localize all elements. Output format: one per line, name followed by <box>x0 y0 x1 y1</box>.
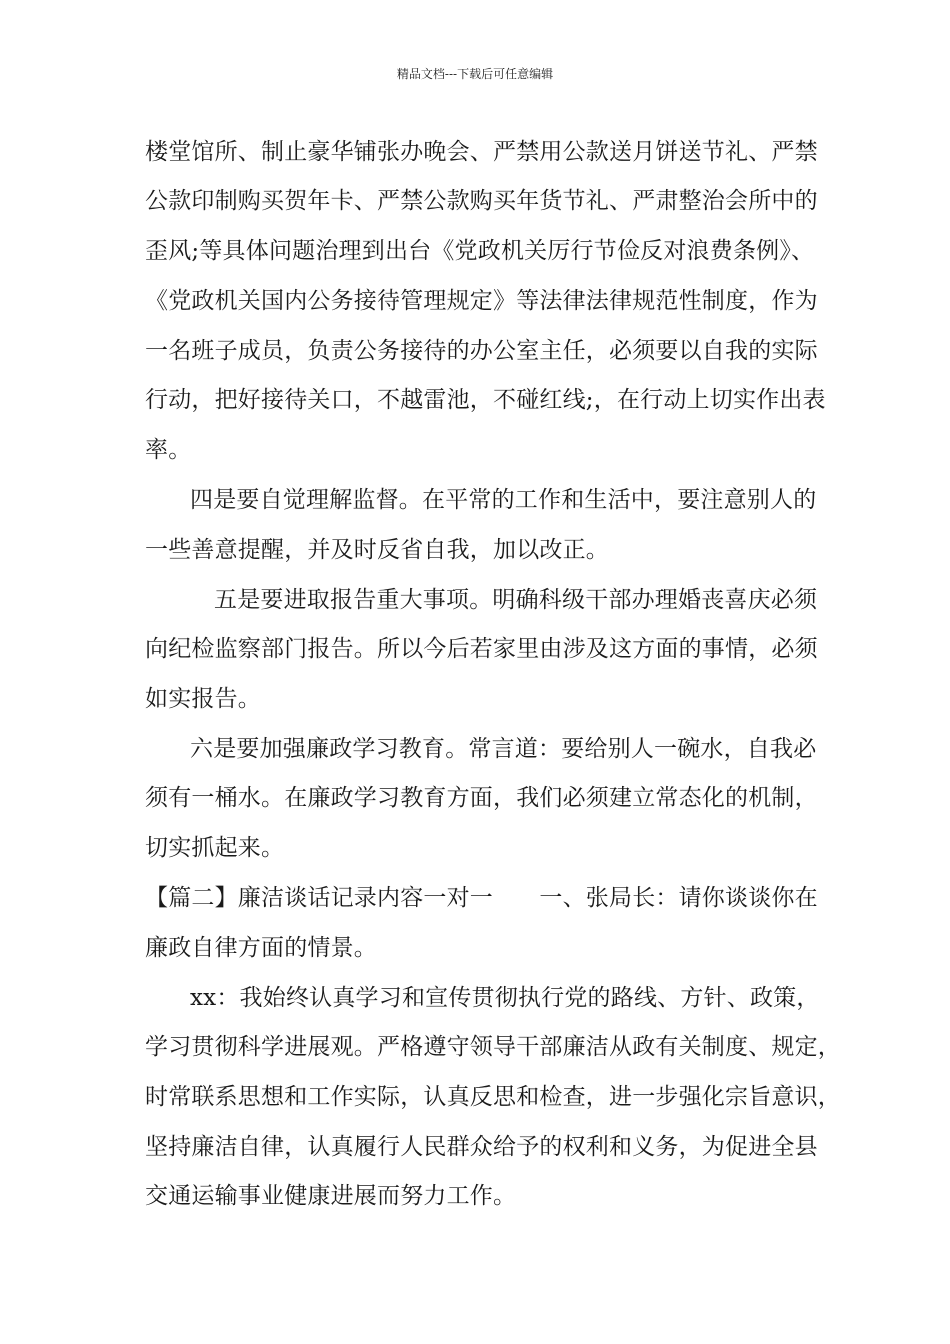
page-header: 精品文档---下载后可任意编辑 <box>396 67 554 81</box>
body-line: 歪风;等具体问题治理到出台《党政机关厉行节俭反对浪费条例》、 <box>145 238 815 264</box>
body-line: 如实报告。 <box>145 686 261 712</box>
body-line: 向纪检监察部门报告。所以今后若家里由涉及这方面的事情，必须 <box>145 636 818 662</box>
body-line: 公款印制购买贺年卡、严禁公款购买年货节礼、严肃整治会所中的 <box>145 188 818 214</box>
body-line: 交通运输事业健康进展而努力工作。 <box>145 1183 517 1209</box>
paragraph-first-line: 六是要加强廉政学习教育。常言道：要给别人一碗水，自我必 <box>190 736 817 762</box>
paragraph-first-line: 四是要自觉理解监督。在平常的工作和生活中，要注意别人的 <box>190 487 817 513</box>
body-line: 一名班子成员，负责公务接待的办公室主任，必须要以自我的实际 <box>145 338 818 364</box>
body-line: 行动，把好接待关口，不越雷池，不碰红线;，在行动上切实作出表 <box>145 387 826 413</box>
body-line: 时常联系思想和工作实际，认真反思和检查，进一步强化宗旨意识， <box>145 1084 841 1110</box>
paragraph-first-line: 五是要进取报告重大事项。明确科级干部办理婚丧喜庆必须 <box>214 587 818 613</box>
section-heading-line: 【篇二】廉洁谈话记录内容一对一 一、张局长：请你谈谈你在 <box>145 885 818 911</box>
body-line: 坚持廉洁自律，认真履行人民群众给予的权利和义务，为促进全县 <box>145 1134 818 1160</box>
body-line: 率。 <box>145 437 192 463</box>
body-line: 学习贯彻科学进展观。严格遵守领导干部廉洁从政有关制度、规定， <box>145 1034 841 1060</box>
body-line: 廉政自律方面的情景。 <box>145 935 377 961</box>
body-line: 《党政机关国内公务接待管理规定》等法律法律规范性制度，作为 <box>145 288 818 314</box>
body-line: 切实抓起来。 <box>145 835 285 861</box>
paragraph-first-line: xx：我始终认真学习和宣传贯彻执行党的路线、方针、政策， <box>190 985 820 1011</box>
body-line: 一些善意提醒，并及时反省自我，加以改正。 <box>145 537 609 563</box>
body-line: 楼堂馆所、制止豪华铺张办晚会、严禁用公款送月饼送节礼、严禁 <box>145 139 818 165</box>
body-line: 须有一桶水。在廉政学习教育方面，我们必须建立常态化的机制， <box>145 785 818 811</box>
